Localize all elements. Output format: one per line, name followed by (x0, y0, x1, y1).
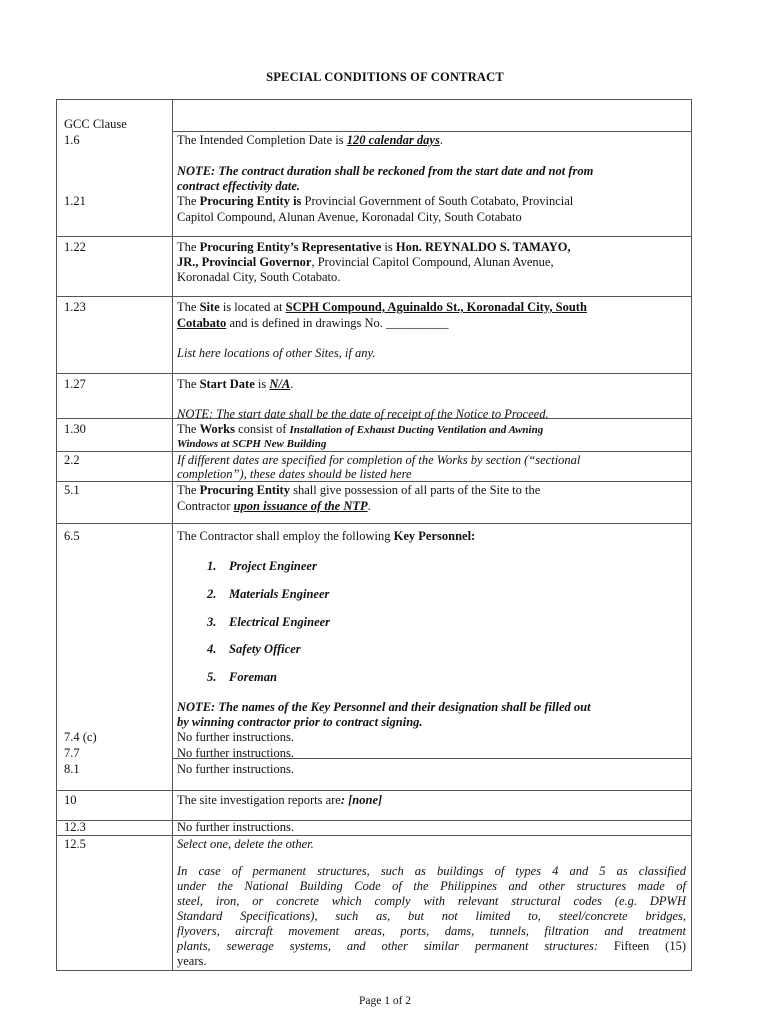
completion-date-text: The Intended Completion Date is 120 calendar days. (177, 133, 443, 147)
clause-number: 1.6 (64, 133, 80, 147)
representative-line2: JR., Provincial Governor, Provincial Capitol Compound, Alunan Avenue, (177, 255, 554, 269)
row-divider (57, 790, 691, 791)
works-line2: Windows at SCPH New Building (177, 438, 327, 450)
page-number: Page 1 of 2 (358, 995, 412, 1007)
warranty-paragraph-line: Standard Specifications), such as, but not limited to, steel/concrete bridges, (177, 909, 686, 923)
clause-number: 6.5 (64, 529, 80, 543)
representative-line1: The Procuring Entity’s Representative is Hon. REYNALDO S. TAMAYO, (177, 240, 571, 254)
clause-number: 7.4 (c) (64, 730, 97, 744)
possession-line1: The Procuring Entity shall give possession of all parts of the Site to the (177, 483, 541, 497)
clause-number: 12.3 (64, 820, 86, 834)
clause-number: 1.30 (64, 422, 86, 436)
row-divider (57, 236, 691, 237)
personnel-item: 5. Foreman (207, 670, 277, 684)
representative-line3: Koronadal City, South Cotabato. (177, 270, 341, 284)
gcc-clause-header: GCC Clause (64, 117, 127, 131)
sectional-completion-line2: completion”), these dates should be listed here (177, 467, 412, 481)
clause-number: 12.5 (64, 837, 86, 851)
row-divider (57, 835, 691, 836)
clause-text: No further instructions. (177, 762, 294, 776)
clause-number: 2.2 (64, 453, 80, 467)
procuring-entity-line2: Capitol Compound, Alunan Avenue, Koronadal City, South Cotabato (177, 210, 522, 224)
row-divider (57, 820, 691, 821)
warranty-paragraph-line: steel, iron, or concrete which comply with relevant structural codes (e.g. DPWH (177, 894, 686, 908)
row-divider (172, 131, 691, 132)
row-divider (57, 296, 691, 297)
warranty-paragraph-line: plants, sewerage systems, and other similar permanent structures: Fifteen (15) (177, 939, 687, 953)
clause-text: No further instructions. (177, 730, 294, 744)
row-divider (57, 451, 691, 452)
clause-number: 7.7 (64, 746, 80, 760)
start-date-note: NOTE: The start date shall be the date of receipt of the Notice to Proceed. (177, 407, 549, 421)
works-line1: The Works consist of Installation of Exhaust Ducting Ventilation and Awning (177, 422, 544, 436)
clause-text: No further instructions. (177, 746, 294, 760)
clause-text: No further instructions. (177, 820, 294, 834)
sectional-completion-line1: If different dates are specified for completion of the Works by section (“sectional (177, 453, 581, 467)
clause-number: 1.23 (64, 300, 86, 314)
site-line2: Cotabato and is defined in drawings No. __________ (177, 316, 449, 330)
warranty-paragraph-line: under the National Building Code of the Philippines and other structures made of (177, 879, 686, 893)
personnel-item: 1. Project Engineer (207, 559, 317, 573)
clause-number: 5.1 (64, 483, 80, 497)
personnel-note-line1: NOTE: The names of the Key Personnel and their designation shall be filled out (177, 700, 591, 714)
personnel-note-line2: by winning contractor prior to contract signing. (177, 715, 423, 729)
start-date-text: The Start Date is N/A. (177, 377, 294, 391)
site-line1: The Site is located at SCPH Compound, Aguinaldo St., Koronadal City, South (177, 300, 587, 314)
clause-number: 10 (64, 793, 77, 807)
completion-note-line2: contract effectivity date. (177, 179, 300, 193)
key-personnel-intro: The Contractor shall employ the following Key Personnel: (177, 529, 476, 543)
warranty-paragraph-line: years. (177, 954, 207, 968)
personnel-item: 2. Materials Engineer (207, 587, 330, 601)
clause-number: 1.21 (64, 194, 86, 208)
clause-number: 1.22 (64, 240, 86, 254)
select-one-instruction: Select one, delete the other. (177, 837, 314, 851)
procuring-entity-line1: The Procuring Entity is Provincial Government of South Cotabato, Provincial (177, 194, 574, 208)
other-sites-note: List here locations of other Sites, if any. (177, 346, 376, 360)
personnel-item: 4. Safety Officer (207, 642, 301, 656)
warranty-paragraph-line: flyovers, aircraft movement areas, ports, dams, tunnels, filtration and treatment (177, 924, 686, 938)
document-title: SPECIAL CONDITIONS OF CONTRACT (266, 70, 504, 84)
personnel-item: 3. Electrical Engineer (207, 615, 331, 629)
clause-number: 1.27 (64, 377, 86, 391)
warranty-paragraph-line: In case of permanent structures, such as buildings of types 4 and 5 as classified (177, 864, 686, 878)
clause-number: 8.1 (64, 762, 80, 776)
site-investigation-text: The site investigation reports are: [none] (177, 793, 383, 807)
row-divider (57, 523, 691, 524)
completion-note-line1: NOTE: The contract duration shall be reckoned from the start date and not from (177, 164, 594, 178)
row-divider (57, 373, 691, 374)
column-divider (172, 100, 173, 970)
possession-line2: Contractor upon issuance of the NTP. (177, 499, 371, 513)
conditions-table (56, 99, 692, 971)
